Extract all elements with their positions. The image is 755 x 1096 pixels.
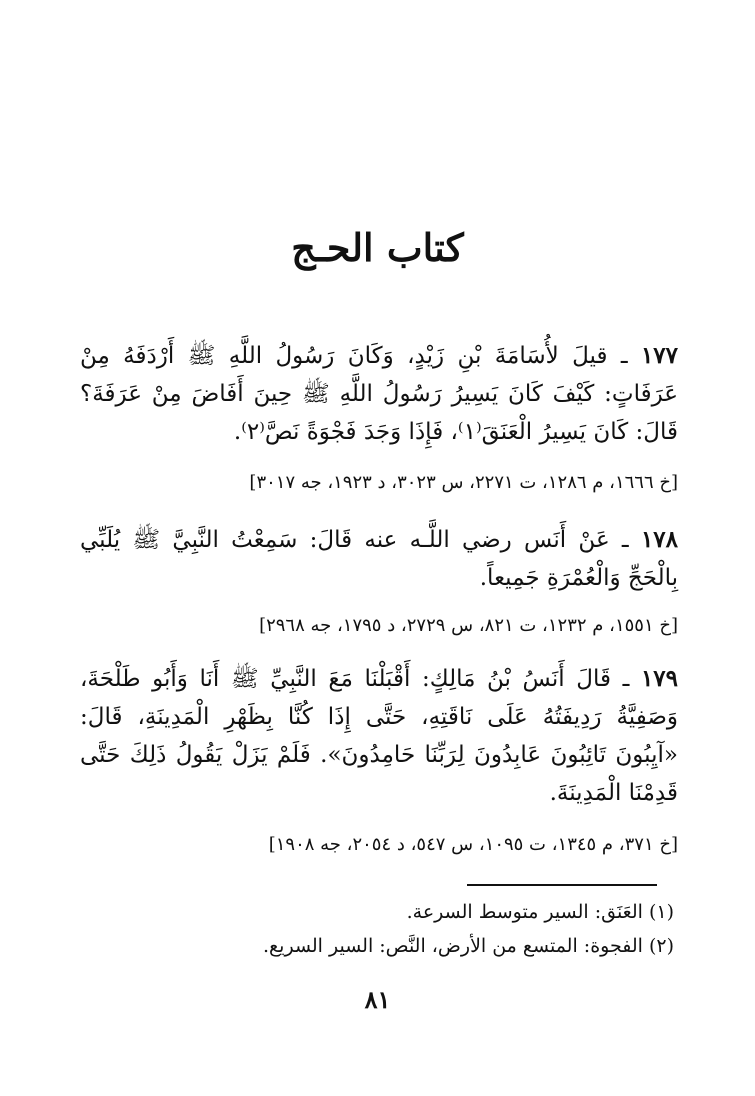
hadith-reference: [خ ٣٧١، م ١٣٤٥، ت ١٠٩٥، س ٥٤٧، د ٢٠٥٤، جه ١٩٠٨]: [268, 834, 678, 855]
hadith-text: ـ عَنْ أَنَس رضي اللَّـه عنه قَالَ: سَمِعْتُ النَّبِيَّ ﷺ يُلَبِّي بِالْحَجِّ وَالْعُمْرَةِ جَمِيعاً.: [80, 527, 678, 591]
hadith-paragraph: [80, 521, 678, 597]
footnote-2: (٢) الفجوة: المتسع من الأرض، النَّص: السير السريع.: [263, 935, 674, 957]
hadith-text: ـ قَالَ أَنَسُ بْنُ مَالِكٍ: أَقْبَلْنَا مَعَ النَّبِيِّ ﷺ أَنَا وَأَبُو طَلْحَةَ، وَصَفِيَّةُ رَدِيفَتُهُ عَلَى نَاقَتِهِ، حَتَّى إِذَا كُنَّا بِظَهْرِ الْمَدِينَةِ، قَالَ: «آيِبُونَ تَائِبُونَ عَابِدُونَ لِرَبِّنَا حَامِدُونَ». فَلَمْ يَزَلْ يَقُولُ ذَلِكَ حَتَّى قَدِمْنَا الْمَدِينَةَ.: [80, 666, 678, 806]
page-number: ٨١: [364, 985, 391, 1014]
hadith-number: ١٧٧: [640, 342, 678, 369]
hadith-number: ١٧٩: [640, 665, 678, 692]
hadith-179: [80, 660, 678, 812]
hadith-paragraph: [80, 337, 678, 451]
hadith-reference: [خ ١٦٦٦، م ١٢٨٦، ت ٢٢٧١، س ٣٠٢٣، د ١٩٢٣، جه ٣٠١٧]: [249, 472, 678, 493]
hadith-reference: [خ ١٥٥١، م ١٢٣٢، ت ٨٢١، س ٢٧٢٩، د ١٧٩٥، جه ٢٩٦٨]: [259, 615, 678, 636]
footnote-1: (١) العَنَق: السير متوسط السرعة.: [406, 901, 674, 923]
hadith-number: ١٧٨: [640, 526, 678, 553]
footnote-separator: [467, 884, 657, 886]
hadith-text: ـ قيلَ لأُسَامَةَ بْنِ زَيْدٍ، وَكَانَ رَسُولُ اللَّهِ ﷺ أَرْدَفَهُ مِنْ عَرَفَاتٍ: كَيْفَ كَانَ يَسِيرُ رَسُولُ اللَّهِ ﷺ حِينَ أَفَاضَ مِنْ عَرَفَةَ؟ قَالَ: كَانَ يَسِيرُ الْعَنَقَ⁽١⁾، فَإِذَا وَجَدَ فَجْوَةً نَصَّ⁽٢⁾.: [80, 343, 678, 445]
hadith-178: [80, 521, 678, 597]
hadith-177: [80, 337, 678, 451]
chapter-title: كتاب الحـج: [291, 225, 464, 270]
hadith-paragraph: [80, 660, 678, 812]
